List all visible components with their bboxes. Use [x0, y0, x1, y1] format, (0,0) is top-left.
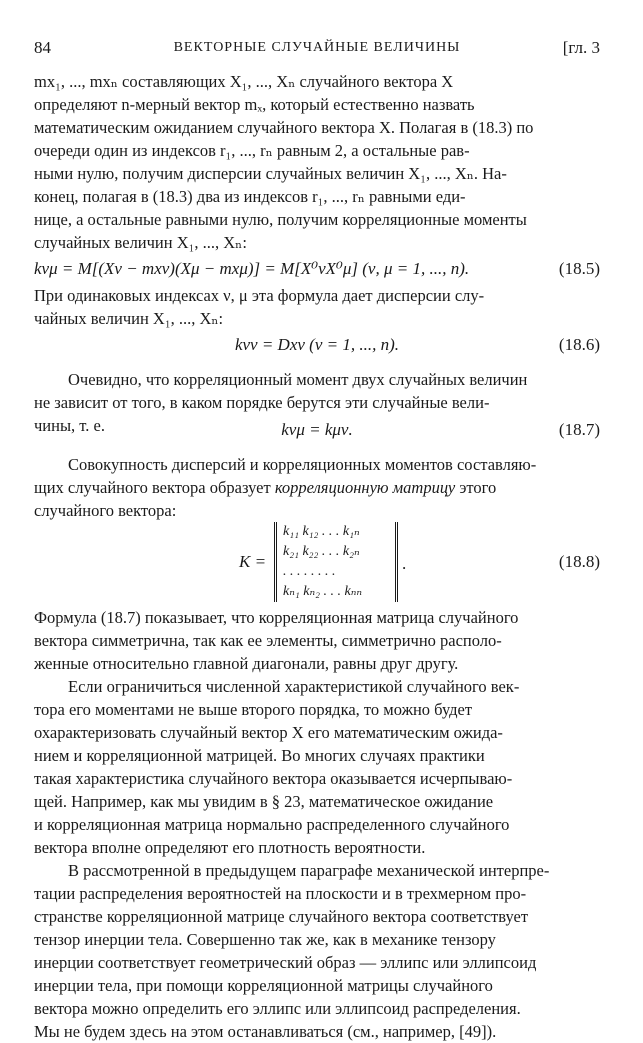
term-emphasis: корреляционную матрицу: [274, 478, 456, 497]
equation-number: (18.8): [558, 552, 600, 571]
text-line: охарактеризовать случайный вектор X его математическим ожида-: [34, 723, 503, 742]
text-line: конец, полагая в (18.3) два из индексов r₁, ..., rₙ равными еди-: [34, 187, 466, 206]
text-line: не зависит от того, в каком порядке берутся эти случайные вели-: [34, 393, 490, 412]
text-line: тации распределения вероятностей на плоскости и в трехмерном про-: [34, 884, 527, 903]
text-line: вектора вполне определяют его плотность вероятности.: [34, 838, 426, 857]
matrix-row: . . . . . . . .: [283, 564, 336, 579]
matrix-row: k₁₁ k₁₂ . . . k₁ₙ: [283, 524, 360, 539]
text-line: нием и корреляционной матрицей. Во многих случаях практики: [34, 746, 485, 765]
text-line: инерции соответствует геометрический образ — эллипс или эллипсоид: [34, 953, 537, 972]
text-line: Очевидно, что корреляционный момент двух случайных величин: [68, 370, 528, 389]
text-line: тора его моментами не выше второго порядка, то можно будет: [34, 700, 473, 719]
matrix-period: .: [402, 554, 407, 573]
text-line: При одинаковых индексах ν, μ эта формула дает дисперсии слу-: [34, 286, 485, 305]
matrix-row: k₂₁ k₂₂ . . . k₂ₙ: [283, 544, 360, 559]
text-line: нице, а остальные равными нулю, получим корреляционные моменты: [34, 210, 527, 229]
text-line: определяют n-мерный вектор mₓ, который естественно назвать: [34, 95, 475, 114]
equation-number: (18.7): [558, 420, 600, 439]
text-line: mx₁, ..., mxₙ составляющих X₁, ..., Xₙ случайного вектора X: [34, 72, 454, 91]
text-line: такая характеристика случайного вектора оказывается исчерпываю-: [34, 769, 513, 788]
equation-number: (18.6): [558, 335, 600, 354]
text-line: вектора можно определить его эллипс или эллипсоид распределения.: [34, 999, 521, 1018]
matrix-row: kₙ₁ kₙ₂ . . . kₙₙ: [283, 584, 363, 599]
text-span: этого: [455, 478, 497, 497]
correlation-matrix: [274, 522, 398, 602]
equation-18-6: [34, 330, 600, 360]
text-line: Совокупность дисперсий и корреляционных моментов составляю-: [68, 455, 537, 474]
text-line: очереди один из индексов r₁, ..., rₙ равным 2, а остальные рав-: [34, 141, 470, 160]
text-line: Формула (18.7) показывает, что корреляционная матрица случайного: [34, 608, 519, 627]
text-span: щих случайного вектора образует: [34, 478, 275, 497]
text-line: странстве корреляционной матрице случайного вектора соответствует: [34, 907, 529, 926]
text-line: чины, т. е.: [34, 416, 105, 435]
text-line: женные относительно главной диагонали, равны друг другу.: [34, 654, 459, 673]
equation-body: kνμ = kμν.: [281, 420, 353, 439]
text-line: В рассмотренной в предыдущем параграфе механической интерпре-: [68, 861, 550, 880]
text-line: щей. Например, как мы увидим в § 23, математическое ожидание: [34, 792, 494, 811]
running-title: ВЕКТОРНЫЕ СЛУЧАЙНЫЕ ВЕЛИЧИНЫ: [173, 40, 461, 55]
text-line: и корреляционная матрица нормально распределенного случайного: [34, 815, 510, 834]
text-line: ными нулю, получим дисперсии случайных величин X₁, ..., Xₙ. На-: [34, 164, 507, 183]
text-line: инерции тела, при помощи корреляционной матрицы случайного: [34, 976, 493, 995]
text-line: тензор инерции тела. Совершенно так же, как в механике тензору: [34, 930, 496, 949]
text-line: вектора симметрична, так как ее элементы, симметрично располо-: [34, 631, 502, 650]
text-line: математическим ожиданием случайного вектора X. Полагая в (18.3) по: [34, 118, 534, 137]
text-line: случайного вектора:: [34, 501, 177, 520]
equation-number: (18.5): [558, 259, 600, 278]
text-line: Мы не будем здесь на этом останавливаться (см., например, [49]).: [34, 1022, 497, 1041]
equation-18-8: [34, 522, 600, 606]
equation-body: kνν = Dxν (ν = 1, ..., n).: [234, 335, 400, 354]
matrix-lhs: K =: [239, 552, 267, 571]
page-body: [34, 70, 600, 1043]
text-line: Если ограничиться численной характеристикой случайного век-: [68, 677, 520, 696]
equation-18-5: [34, 254, 600, 284]
text-line: чайных величин X₁, ..., Xₙ:: [34, 309, 224, 328]
equation-body: kνμ = M[(Xν − mxν)(Xμ − mxμ)] = M[X⁰νX⁰μ] (ν, μ = 1, ..., n).: [34, 259, 470, 278]
page-header: [34, 38, 600, 62]
text-line: [34, 476, 600, 499]
page-number: 84: [34, 38, 51, 57]
equation-18-7: [34, 415, 600, 445]
text-line: случайных величин X₁, ..., Xₙ:: [34, 233, 247, 252]
chapter-label: [гл. 3: [562, 38, 600, 57]
